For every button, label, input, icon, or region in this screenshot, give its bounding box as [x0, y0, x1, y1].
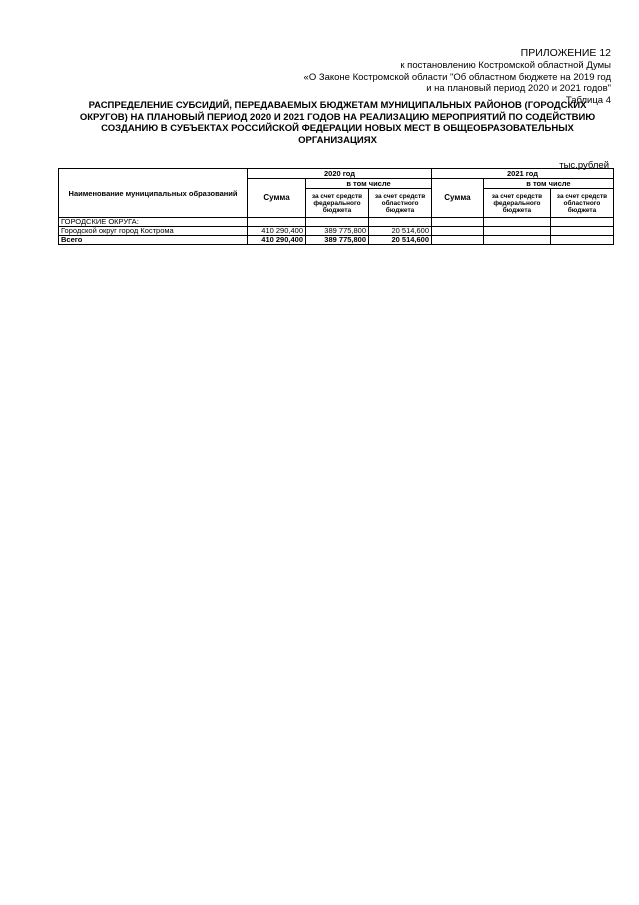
section-label: ГОРОДСКИЕ ОКРУГА: — [59, 218, 248, 227]
row-regional-2021 — [550, 227, 613, 236]
document-header — [304, 47, 611, 106]
document-title: РАСПРЕДЕЛЕНИЕ СУБСИДИЙ, ПЕРЕДАВАЕМЫХ БЮДЖЕТАМ МУНИЦИПАЛЬНЫХ РАЙОНОВ (ГОРОДСКИХ ОКРУГОВ) НА ПЛАНОВЫЙ ПЕРИОД 2020 И 2021 ГОДОВ НА РЕАЛИЗАЦИЮ МЕРОПРИЯТИЙ ПО СОДЕЙСТВИЮ СОЗДАНИЮ В СУБЪЕКТАХ РОССИЙСКОЙ ФЕДЕРАЦИИ НОВЫХ МЕСТ В ОБЩЕОБРАЗОВАТЕЛЬНЫХ ОРГАНИЗАЦИЯХ — [79, 100, 596, 146]
including-2021-header: в том числе — [483, 179, 613, 189]
row-sum-2021 — [432, 227, 484, 236]
total-row — [59, 236, 614, 245]
federal-2020-header: за счет средств федерального бюджета — [306, 189, 369, 218]
regional-2021-header: за счет средств областного бюджета — [550, 189, 613, 218]
total-regional-2021 — [550, 236, 613, 245]
year-2020-header: 2020 год — [248, 169, 432, 179]
total-federal-2021 — [483, 236, 550, 245]
header-row-years — [59, 169, 614, 179]
row-federal-2021 — [483, 227, 550, 236]
sum-2021-header: Сумма — [432, 179, 484, 218]
total-federal-2020: 389 775,800 — [306, 236, 369, 245]
federal-2021-header: за счет средств федерального бюджета — [483, 189, 550, 218]
total-regional-2020: 20 514,600 — [369, 236, 432, 245]
header-line-3: и на плановый период 2020 и 2021 годов" — [426, 83, 611, 94]
appendix-label: ПРИЛОЖЕНИЕ 12 — [520, 47, 611, 59]
units-label: тыс.рублей — [559, 160, 609, 171]
header-line-2: «О Законе Костромской области "Об областном бюджете на 2019 год — [303, 71, 611, 83]
subsidy-table — [58, 168, 614, 245]
year-2021-header: 2021 год — [432, 169, 614, 179]
row-regional-2020: 20 514,600 — [369, 227, 432, 236]
sum-2020-header: Сумма — [248, 179, 306, 218]
row-name: Городской округ город Кострома — [59, 227, 248, 236]
including-2020-header: в том числе — [306, 179, 432, 189]
table-number: Таблица 4 — [565, 94, 611, 106]
header-line-1: к постановлению Костромской областной Думы — [400, 60, 611, 71]
total-sum-2021 — [432, 236, 484, 245]
total-sum-2020: 410 290,400 — [248, 236, 306, 245]
regional-2020-header: за счет средств областного бюджета — [369, 189, 432, 218]
total-label: Всего — [59, 236, 248, 245]
col-name-header: Наименование муниципальных образований — [59, 169, 248, 218]
row-sum-2020: 410 290,400 — [248, 227, 306, 236]
row-federal-2020: 389 775,800 — [306, 227, 369, 236]
